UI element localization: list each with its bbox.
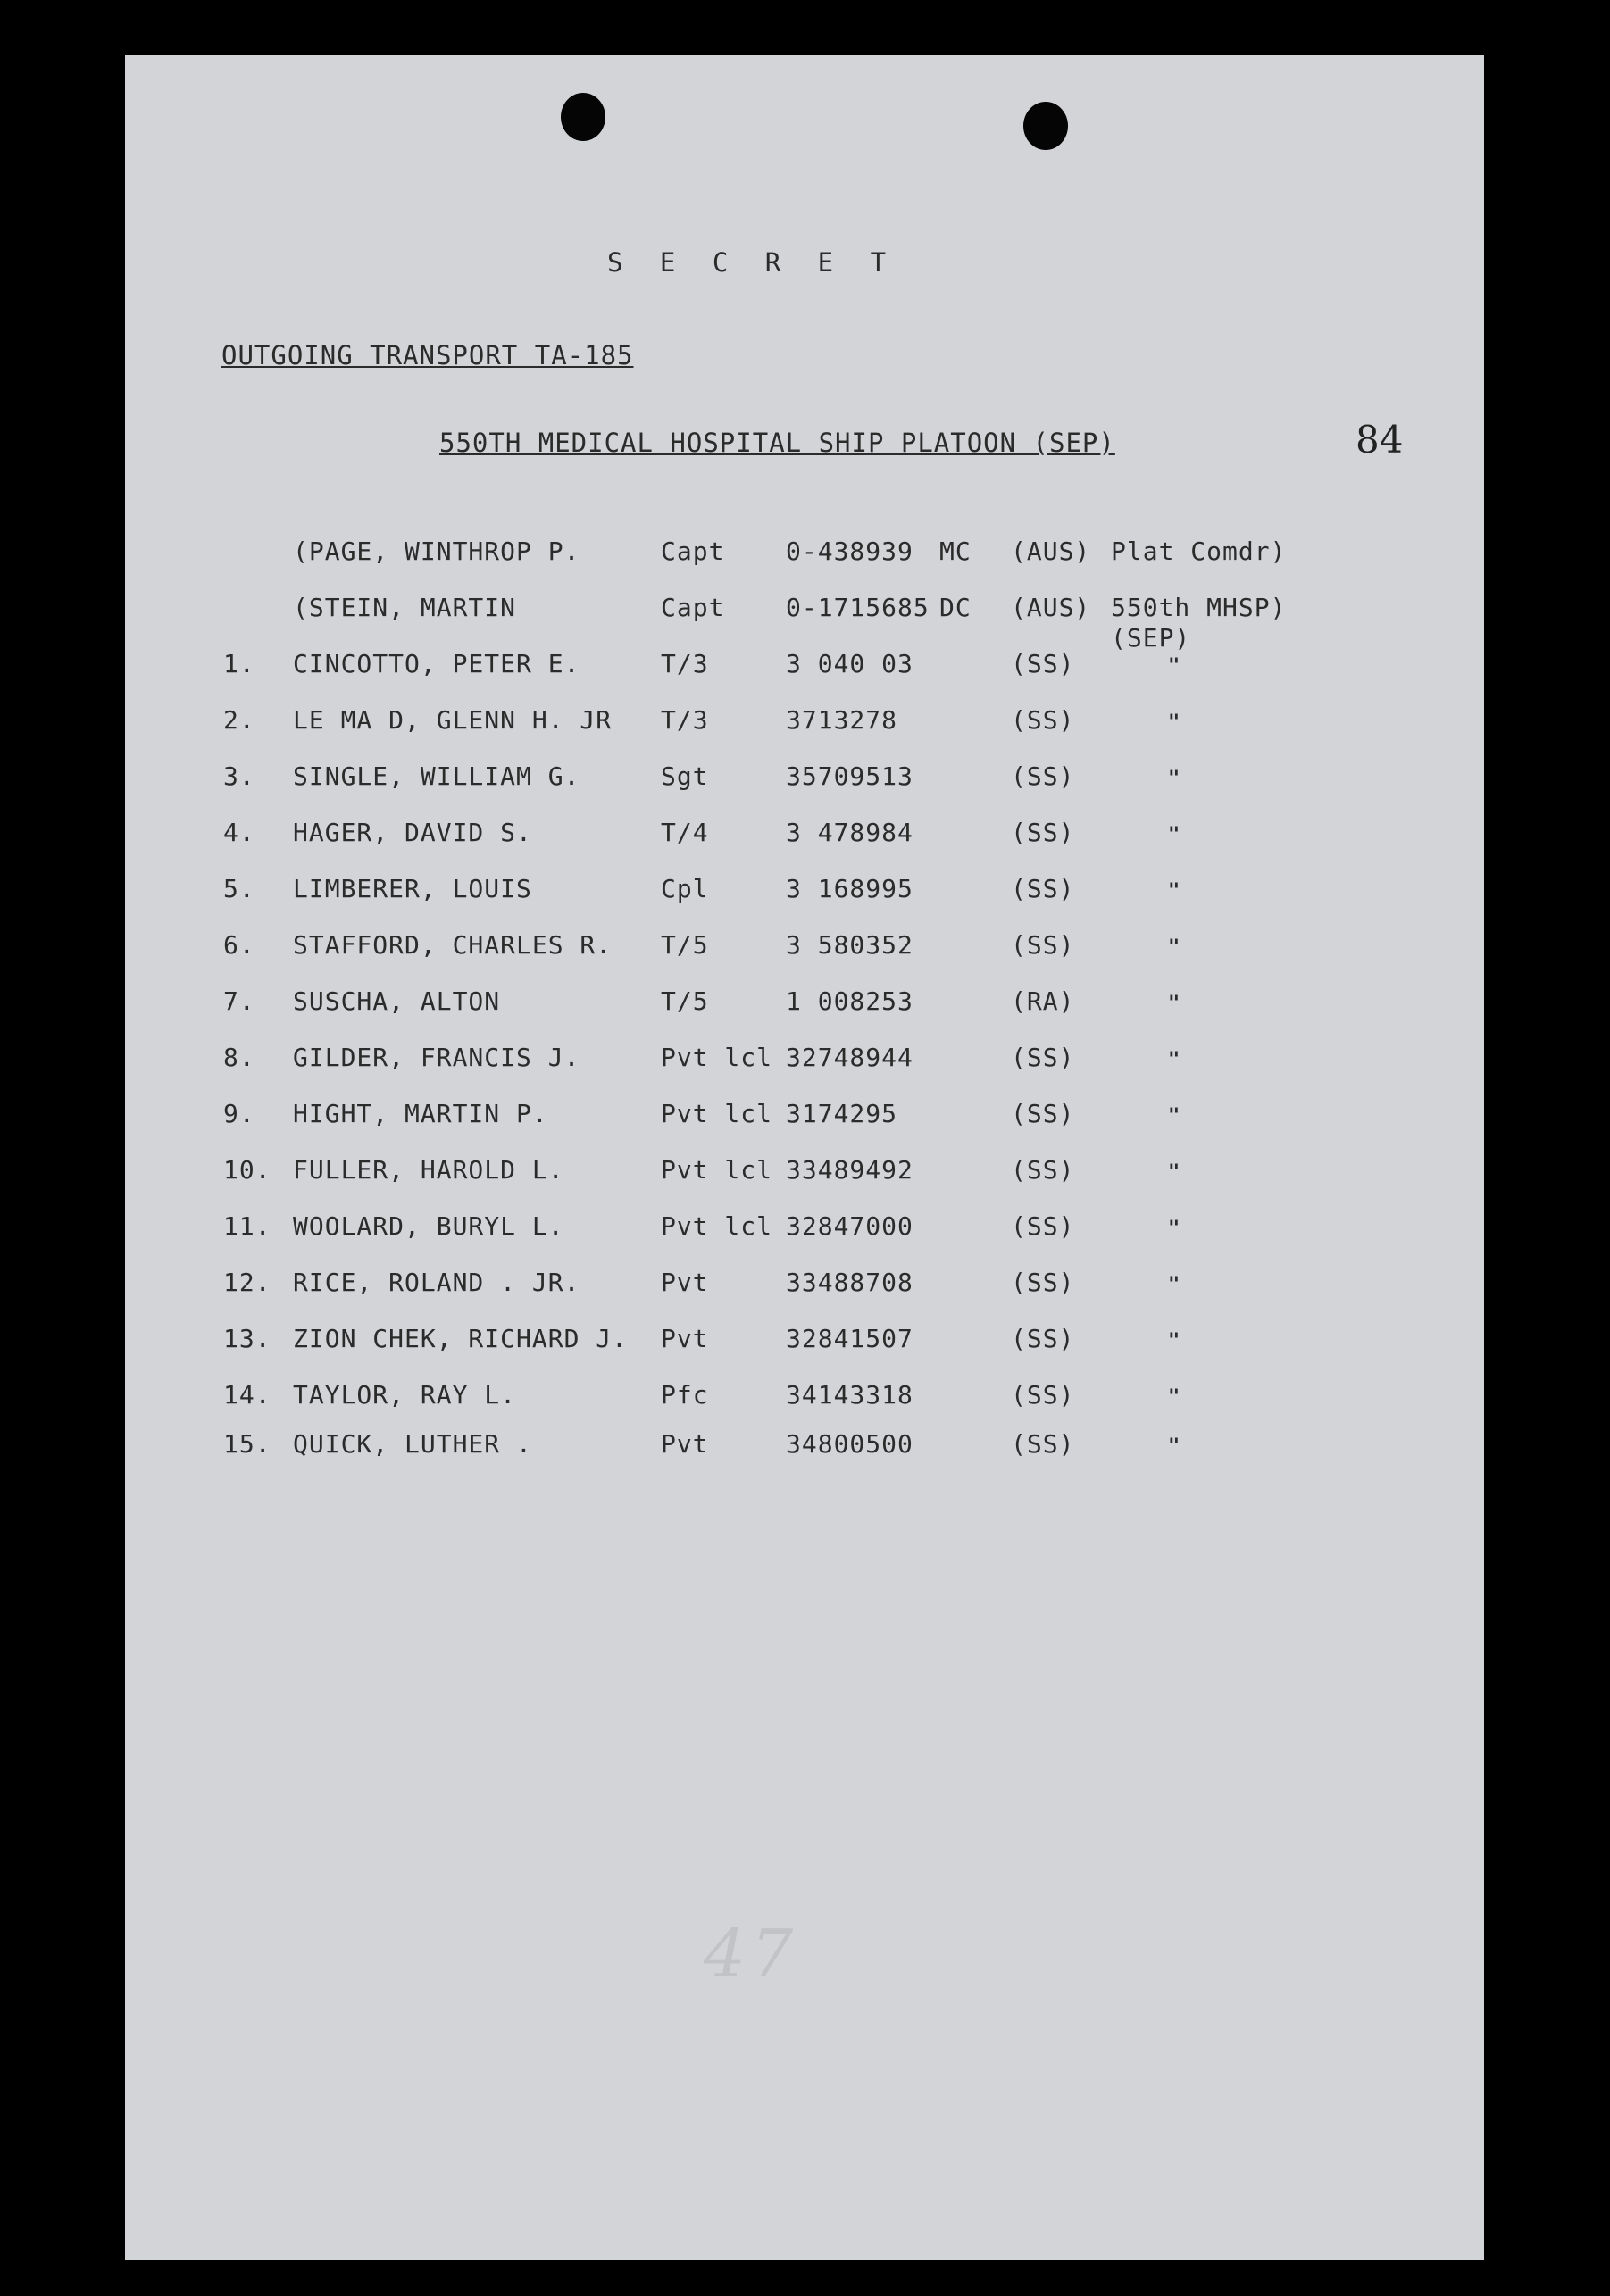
officer-remark: Plat Comdr) [1111, 537, 1287, 566]
soldier-component: (SS) [1011, 1155, 1075, 1185]
row-number: 1. [223, 649, 255, 678]
soldier-name: RICE, ROLAND . JR. [293, 1268, 580, 1297]
roster [125, 55, 1484, 2260]
ditto-mark: " [1168, 1386, 1180, 1409]
officer-grade: Capt [661, 537, 725, 566]
soldier-name: ZION CHEK, RICHARD J. [293, 1324, 629, 1353]
roster-row [125, 930, 1484, 963]
row-number: 11. [223, 1211, 271, 1241]
soldier-serial: 3 168995 [786, 874, 913, 903]
soldier-serial: 3 478984 [786, 818, 913, 847]
roster-row [125, 649, 1484, 682]
roster-row [125, 1324, 1484, 1357]
soldier-name: SINGLE, WILLIAM G. [293, 761, 580, 791]
soldier-name: WOOLARD, BURYL L. [293, 1211, 564, 1241]
roster-row [125, 1270, 1484, 1301]
ditto-mark: " [1168, 824, 1180, 846]
row-number: 7. [223, 986, 255, 1016]
row-number: 4. [223, 818, 255, 847]
officer-serial: 0-438939 [786, 537, 913, 566]
soldier-serial: 34143318 [786, 1380, 913, 1410]
soldier-grade: Pfc [661, 1380, 709, 1410]
soldier-component: (SS) [1011, 1429, 1075, 1459]
soldier-serial: 3174295 [786, 1099, 898, 1128]
soldier-grade: T/5 [661, 930, 709, 960]
row-number: 13. [223, 1324, 271, 1353]
roster-row [125, 1155, 1484, 1188]
soldier-component: (SS) [1011, 1268, 1075, 1297]
officer-row [125, 539, 1484, 570]
soldier-name: HIGHT, MARTIN P. [293, 1099, 548, 1128]
officer-name: (STEIN, MARTIN [293, 593, 517, 622]
officer-component: (AUS) [1011, 537, 1091, 566]
soldier-serial: 35709513 [786, 761, 913, 791]
soldier-component: (SS) [1011, 1043, 1075, 1072]
soldier-serial: 33489492 [786, 1155, 913, 1185]
ditto-mark: " [1168, 1161, 1180, 1184]
soldier-grade: Cpl [661, 874, 709, 903]
soldier-component: (SS) [1011, 874, 1075, 903]
soldier-grade: T/4 [661, 818, 709, 847]
soldier-serial: 1 008253 [786, 986, 913, 1016]
classification-heading: S E C R E T [607, 247, 897, 278]
row-number: 2. [223, 705, 255, 735]
soldier-serial: 32847000 [786, 1211, 913, 1241]
soldier-name: TAYLOR, RAY L. [293, 1380, 517, 1410]
ditto-mark: " [1168, 1274, 1180, 1296]
soldier-grade: Pvt lcl [661, 1043, 773, 1072]
soldier-serial: 32748944 [786, 1043, 913, 1072]
soldier-component: (SS) [1011, 1324, 1075, 1353]
ditto-mark: " [1168, 1049, 1180, 1071]
ditto-mark: " [1168, 711, 1180, 734]
soldier-component: (SS) [1011, 649, 1075, 678]
soldier-grade: Pvt lcl [661, 1155, 773, 1185]
soldier-component: (SS) [1011, 1211, 1075, 1241]
faint-handwritten-number: 47 [704, 1916, 799, 1992]
roster-row [125, 986, 1484, 1019]
ditto-mark: " [1168, 1330, 1180, 1352]
soldier-name: LE MA D, GLENN H. JR [293, 705, 613, 735]
soldier-component: (RA) [1011, 986, 1075, 1016]
soldier-name: FULLER, HAROLD L. [293, 1155, 564, 1185]
soldier-serial: 3713278 [786, 705, 898, 735]
roster-row [125, 1429, 1484, 1462]
ditto-mark: " [1168, 993, 1180, 1015]
officer-remark: 550th MHSP) [1111, 593, 1287, 622]
soldier-component: (SS) [1011, 930, 1075, 960]
ditto-mark: " [1168, 880, 1180, 903]
row-number: 9. [223, 1099, 255, 1128]
soldier-name: HAGER, DAVID S. [293, 818, 532, 847]
soldier-name: CINCOTTO, PETER E. [293, 649, 580, 678]
soldier-name: LIMBERER, LOUIS [293, 874, 532, 903]
soldier-grade: T/3 [661, 649, 709, 678]
roster-row [125, 1211, 1484, 1244]
ditto-mark: " [1168, 768, 1180, 790]
officer-component: (AUS) [1011, 593, 1091, 622]
roster-row [125, 705, 1484, 738]
soldier-component: (SS) [1011, 1380, 1075, 1410]
soldier-name: STAFFORD, CHARLES R. [293, 930, 613, 960]
ditto-mark: " [1168, 1435, 1180, 1458]
row-number: 3. [223, 761, 255, 791]
page-number: 84 [1356, 418, 1404, 462]
soldier-grade: Pvt [661, 1429, 709, 1459]
soldier-serial: 3 040 03 [786, 649, 913, 678]
row-number: 5. [223, 874, 255, 903]
roster-row [125, 1380, 1484, 1413]
soldier-grade: Sgt [661, 761, 709, 791]
roster-row [125, 1099, 1484, 1132]
row-number: 6. [223, 930, 255, 960]
soldier-component: (SS) [1011, 705, 1075, 735]
soldier-grade: Pvt lcl [661, 1211, 773, 1241]
soldier-name: SUSCHA, ALTON [293, 986, 501, 1016]
officer-serial: 0-1715685 [786, 593, 930, 622]
officer-remark-line2: (SEP) [1111, 623, 1191, 653]
soldier-component: (SS) [1011, 818, 1075, 847]
ditto-mark: " [1168, 936, 1180, 959]
ditto-mark: " [1168, 655, 1180, 678]
soldier-serial: 32841507 [786, 1324, 913, 1353]
ditto-mark: " [1168, 1105, 1180, 1127]
unit-heading: 550TH MEDICAL HOSPITAL SHIP PLATOON (SEP) [439, 428, 1115, 458]
soldier-grade: Pvt [661, 1324, 709, 1353]
officer-grade: Capt [661, 593, 725, 622]
roster-row [125, 1045, 1484, 1076]
roster-row [125, 874, 1484, 907]
officer-name: (PAGE, WINTHROP P. [293, 537, 580, 566]
officer-arm: DC [939, 593, 972, 622]
row-number: 15. [223, 1429, 271, 1459]
soldier-name: QUICK, LUTHER . [293, 1429, 532, 1459]
soldier-grade: T/3 [661, 705, 709, 735]
transport-title: OUTGOING TRANSPORT TA-185 [221, 340, 634, 370]
soldier-component: (SS) [1011, 1099, 1075, 1128]
roster-row [125, 761, 1484, 794]
roster-row [125, 820, 1484, 851]
soldier-grade: Pvt lcl [661, 1099, 773, 1128]
officer-row [125, 593, 1484, 653]
row-number: 14. [223, 1380, 271, 1410]
soldier-serial: 33488708 [786, 1268, 913, 1297]
soldier-grade: Pvt [661, 1268, 709, 1297]
document-page [125, 55, 1484, 2260]
ditto-mark: " [1168, 1218, 1180, 1240]
soldier-grade: T/5 [661, 986, 709, 1016]
soldier-serial: 34800500 [786, 1429, 913, 1459]
row-number: 10. [223, 1155, 271, 1185]
soldier-name: GILDER, FRANCIS J. [293, 1043, 580, 1072]
row-number: 8. [223, 1043, 255, 1072]
soldier-serial: 3 580352 [786, 930, 913, 960]
soldier-component: (SS) [1011, 761, 1075, 791]
row-number: 12. [223, 1268, 271, 1297]
officer-arm: MC [939, 537, 972, 566]
